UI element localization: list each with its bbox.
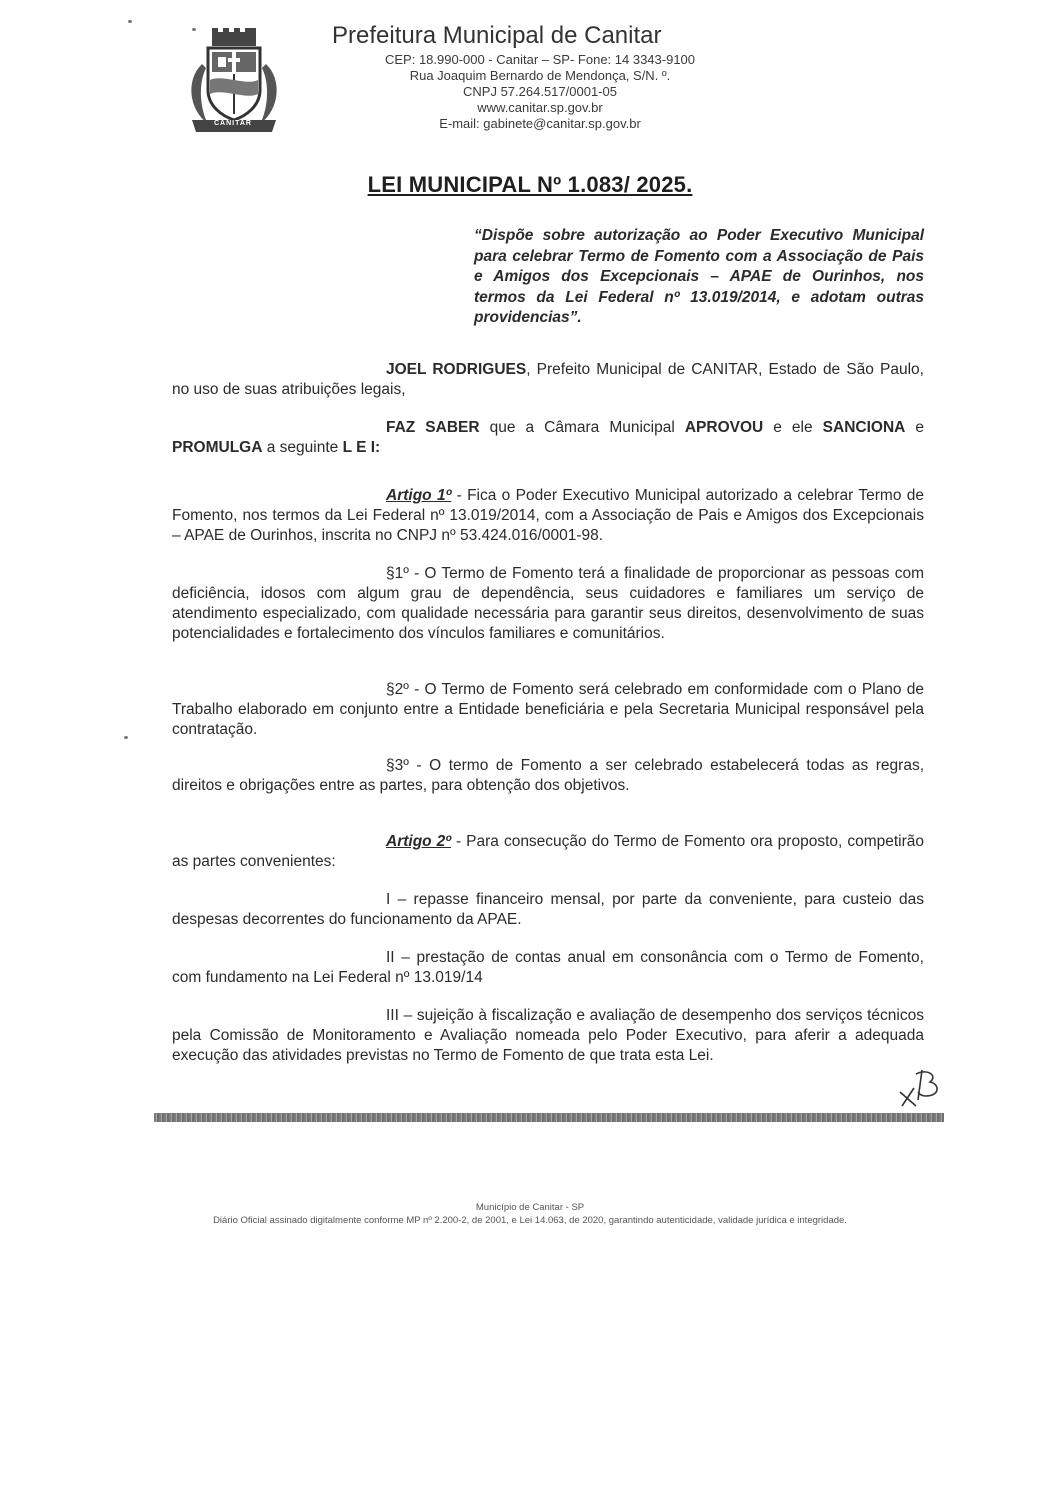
footer-municipality: Município de Canitar - SP [475, 1202, 585, 1213]
item-1-text: I – repasse financeiro mensal, por parte da conveniente, para custeio das despesas decorrentes do funcionamento da APAE. [172, 891, 924, 928]
scan-speck [124, 736, 128, 739]
text-fragment: e [905, 419, 924, 436]
article-1-label: Artigo 1º [386, 487, 452, 504]
paragraph-3-text: §3º - O termo de Fomento a ser celebrado estabelecerá todas as regras, direitos e obrigações entre as partes, para obtenção dos objetivos. [172, 757, 924, 794]
header-cep-line: CEP: 18.990-000 - Canitar – SP- Fone: 14 3343-9100 [384, 52, 696, 67]
text-fragment: e ele [763, 419, 823, 436]
article-1 [172, 486, 924, 546]
paragraph-1 [172, 564, 924, 644]
signature-initials [894, 1066, 944, 1112]
faz-saber: FAZ SABER [386, 419, 480, 436]
text-fragment: a seguinte [262, 439, 343, 456]
header-address-line: Rua Joaquim Bernardo de Mendonça, S/N. º. [409, 68, 671, 83]
law-summary: “Dispõe sobre autorização ao Poder Executivo Municipal para celebrar Termo de Fomento com a Associação de Pais e Amigos dos Excepcionais – APAE de Ourinhos, nos termos da Lei Federal nº 13.019/2014, e adotam outras providencias”. [474, 227, 924, 326]
paragraph-2 [172, 680, 924, 740]
paragraph-1-text: §1º - O Termo de Fomento terá a finalidade de proporcionar as pessoas com deficiência, idosos com algum grau de dependência, seus cuidadores e familiares um serviço de atendimento especializado, com qualidade necessária para garantir seus direitos, desenvolvimento de suas potencialidades e fortalecimento dos vínculos familiares e comunitários. [172, 565, 924, 642]
paragraph-3 [172, 756, 924, 796]
municipality-title: Prefeitura Municipal de Canitar [332, 22, 662, 49]
article-2-text: - Para consecução do Termo de Fomento ora proposto, competirão as partes convenientes: [172, 833, 925, 870]
article-1-text: - Fica o Poder Executivo Municipal autorizado a celebrar Termo de Fomento, nos termos da Lei Federal nº 13.019/2014, com a Associação de Pais e Amigos dos Excepcionais – APAE de Ourinhos, inscrita no CNPJ nº 53.424.016/0001-98. [172, 487, 925, 544]
law-title: LEI MUNICIPAL Nº 1.083/ 2025. [367, 172, 693, 197]
item-3 [172, 1006, 924, 1066]
header-cnpj-line: CNPJ 57.264.517/0001-05 [463, 84, 617, 99]
aprovou: APROVOU [684, 419, 764, 436]
mayor-text: , Prefeito Municipal de CANITAR, Estado de São Paulo, no uso de suas atribuições legais, [172, 361, 924, 398]
crest-label: CANITAR [214, 120, 252, 127]
bottom-rule [154, 1113, 944, 1122]
header-website-line: www.canitar.sp.gov.br [477, 100, 603, 115]
paragraph-2-text: §2º - O Termo de Fomento será celebrado em conformidade com o Plano de Trabalho elaborado em conjunto entre a Entidade beneficiária e pela Secretaria Municipal responsável pela contratação. [172, 681, 924, 738]
promulga: PROMULGA [172, 439, 263, 456]
footer-digital-signature-note: Diário Oficial assinado digitalmente conforme MP nº 2.200-2, de 2001, e Lei 14.063, de 2020, garantindo autenticidade, validade jurídica e integridade. [213, 1215, 847, 1226]
item-2-text: II – prestação de contas anual em consonância com o Termo de Fomento, com fundamento na Lei Federal nº 13.019/14 [172, 949, 924, 986]
promulgation-paragraph [172, 418, 924, 458]
header-email-line: E-mail: gabinete@canitar.sp.gov.br [439, 116, 641, 131]
sanciona: SANCIONA [822, 419, 906, 436]
item-3-text: III – sujeição à fiscalização e avaliação de desempenho dos serviços técnicos pela Comissão de Monitoramento e Avaliação nomeada pelo Poder Executivo, para aferir a adequada execução das atividades previstas no Termo de Fomento de que trata esta Lei. [172, 1007, 924, 1064]
lei-label: L E I: [342, 439, 381, 456]
municipal-crest [178, 24, 290, 136]
article-2-label: Artigo 2º [386, 833, 451, 850]
intro-paragraph [172, 360, 924, 400]
article-2 [172, 832, 924, 872]
item-1 [172, 890, 924, 930]
item-2 [172, 948, 924, 988]
scan-speck [128, 20, 132, 23]
text-fragment: que a Câmara Municipal [479, 419, 685, 436]
scan-speck [192, 28, 196, 31]
mayor-name: JOEL RODRIGUES [386, 361, 527, 378]
